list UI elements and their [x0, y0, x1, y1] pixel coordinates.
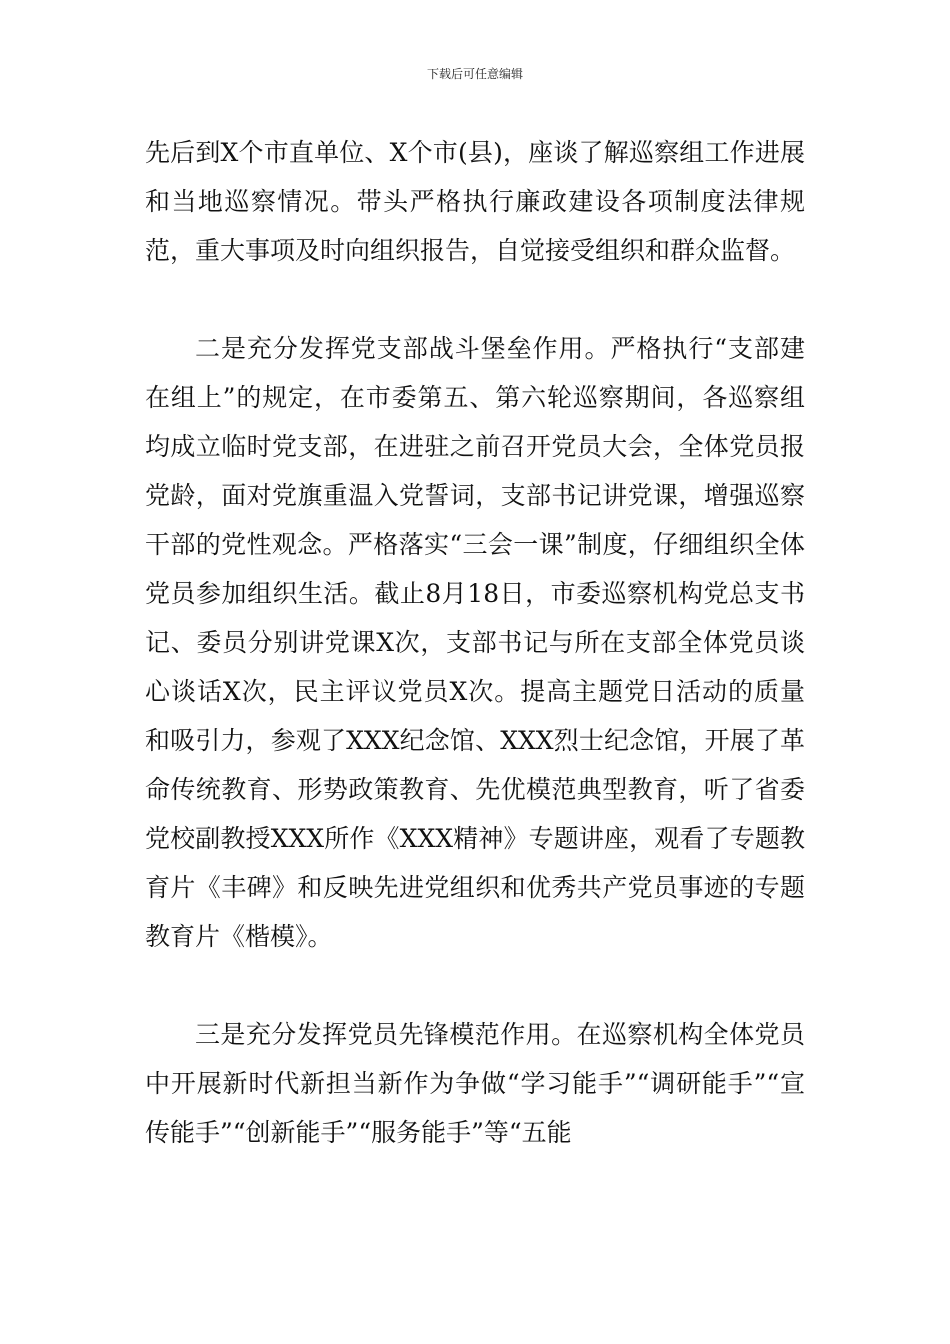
- paragraph-party-branch: 二是充分发挥党支部战斗堡垒作用。严格执行“支部建在组上”的规定，在市委第五、第六轮巡察期间，各巡察组均成立临时党支部，在进驻之前召开党员大会，全体党员报党龄，面对党旗重温入党誓词，支部书记讲党课，增强巡察干部的党性观念。严格落实“三会一课”制度，仔细组织全体党员参加组织生活。截止8月18日，市委巡察机构党总支书记、委员分别讲党课X次，支部书记与所在支部全体党员谈心谈话X次，民主评议党员X次。提高主题党日活动的质量和吸引力，参观了XXX纪念馆、XXX烈士纪念馆，开展了革命传统教育、形势政策教育、先优模范典型教育，听了省委党校副教授XXX所作《XXX精神》专题讲座，观看了专题教育片《丰碑》和反映先进党组织和优秀共产党员事迹的专题教育片《楷模》。: [145, 334, 805, 951]
- page-header: 下载后可任意编辑: [426, 67, 523, 81]
- paragraph-party-members: 三是充分发挥党员先锋模范作用。在巡察机构全体党员中开展新时代新担当新作为争做“学习能手”“调研能手”“宣传能手”“创新能手”“服务能手”等“五能: [145, 1020, 805, 1147]
- paragraph-gap: [145, 961, 805, 1010]
- document-body: [145, 128, 805, 1157]
- paragraph-gap: [145, 275, 805, 324]
- paragraph-continuation: 先后到X个市直单位、X个市(县)，座谈了解巡察组工作进展和当地巡察情况。带头严格执行廉政建设各项制度法律规范，重大事项及时向组织报告，自觉接受组织和群众监督。: [145, 138, 805, 265]
